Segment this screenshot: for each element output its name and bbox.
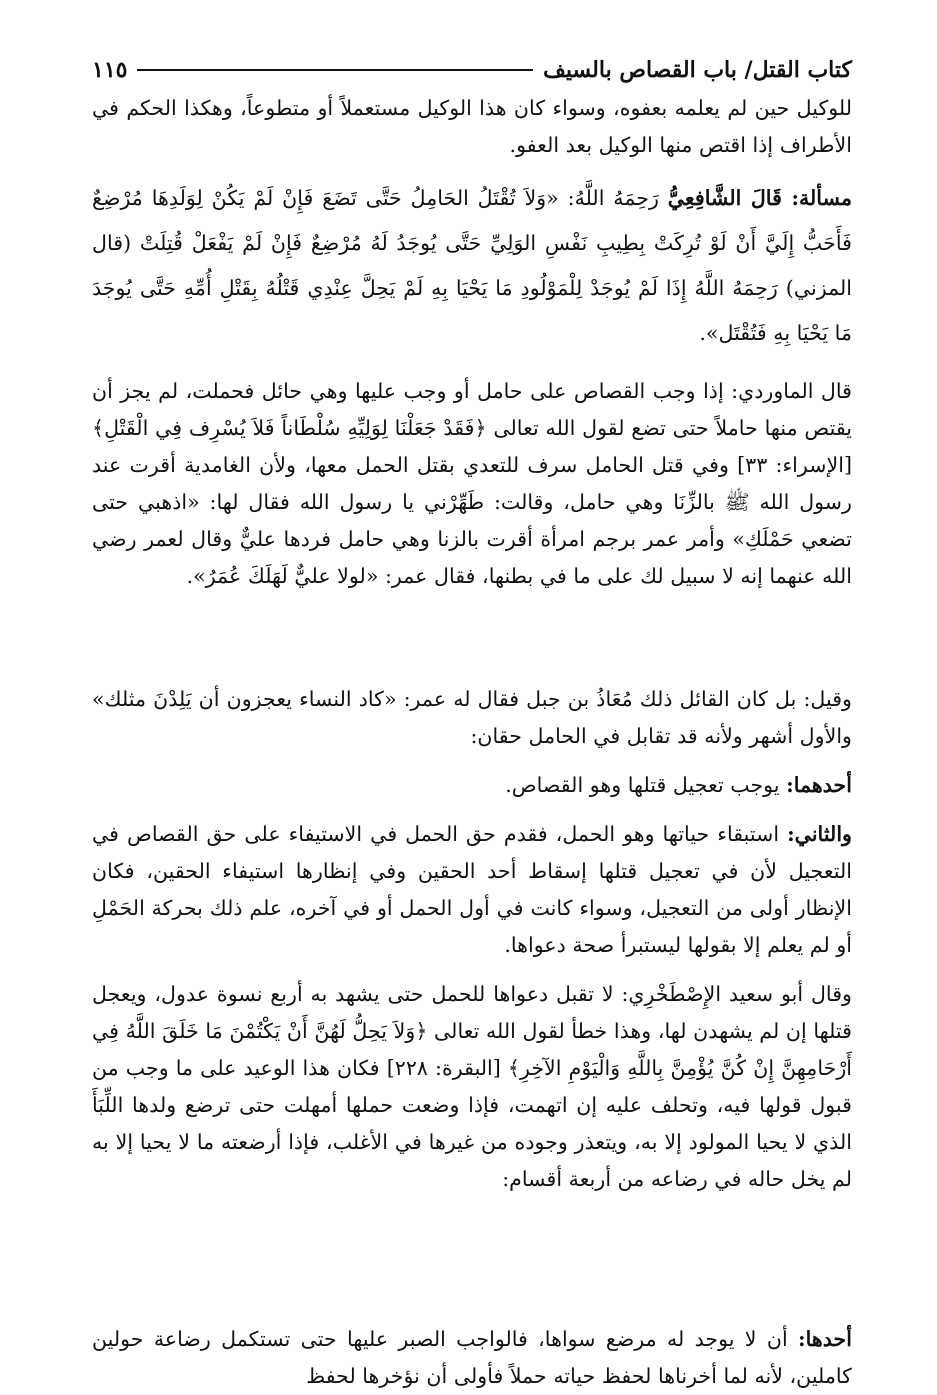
page-header xyxy=(92,50,852,90)
paragraph-lead: مسألة: قَالَ الشَّافِعِيُّ xyxy=(667,186,852,210)
paragraph-first-case xyxy=(92,1321,852,1395)
paragraph-text: أن لا يوجد له مرضع سواها، فالواجب الصبر عليها حتى تستكمل رضاعة حولين كاملين، لأنه لما أخرناها لحفظ حياته حملاً فأولى أن نؤخرها لحفظ xyxy=(92,1327,852,1388)
paragraph-istakhri xyxy=(92,976,852,1309)
document-page xyxy=(92,50,852,1395)
paragraph-gap xyxy=(92,164,852,176)
paragraph-text: قال الماوردي: إذا وجب القصاص على حامل أو وجب عليها وهي حائل فحملت، لم يجز أن يقتص منها حاملاً حتى تضع لقول الله تعالى ﴿فَقَدْ جَعَلْنَا لِوَلِيِّهِ سُلْطَاناً فَلاَ يُسْرِف فِي الْقَتْلِ﴾ [الإسراء: ٣٣] وفي قتل الحامل سرف للتعدي بقتل الحمل معها، ولأن الغامدية أقرت عند رسول الله ﷺ بالزِّنَا وهي حامل، وقالت: طَهِّرْني يا رسول الله فقال لها: «اذهبي حتى تضعي حَمْلَكِ» وأمر عمر برجم امرأة أقرت بالزنا وهي حامل فردها عليٌّ وقال لعمر رضي الله عنهما إنه لا سبيل لك على ما في بطنها، فقال عمر: «لولا عليٌّ لَهَلَكَ عُمَرُ». xyxy=(92,379,852,588)
header-rule xyxy=(137,69,533,71)
paragraph-gap xyxy=(92,1309,852,1321)
paragraph-gap xyxy=(92,755,852,767)
paragraph-gap xyxy=(92,804,852,816)
paragraph-gap xyxy=(92,669,852,681)
paragraph-qil xyxy=(92,681,852,755)
paragraph-mawardi xyxy=(92,373,852,669)
paragraph-text: وقيل: بل كان القائل ذلك مُعَاذُ بن جبل فقال له عمر: «كاد النساء يعجزون أن يَلِدْنَ مثلك» والأول أشهر ولأنه قد تقابل في الحامل حقان: xyxy=(92,687,852,748)
paragraph-masala xyxy=(92,176,852,361)
paragraph-text: رَحِمَهُ اللَّهُ: «وَلاَ تُقْتَلُ الحَامِلُ حَتَّى تَضَعَ فَإِنْ لَمْ يَكُنْ لِوَلَدِهَا مُرْضِعٌ فَأَحَبُّ إِلَيَّ أَنْ لَوْ تُرِكَتْ بِطِيبِ نَفْسِ الوَلِيِّ حَتَّى يُوجَدُ لَهُ مُرْضِعٌ فَإِنْ لَمْ يَفْعَلْ قُتِلَتْ (قال المزني) رَحِمَهُ اللَّهُ إِذَا لَمْ يُوجَدْ لِلْمَوْلُودِ مَا يَحْيَا بِهِ لَمْ يَحِلَّ عِنْدِي قَتْلُهُ بِقَتْلِ أُمِّهِ حَتَّى يُوجَدَ مَا يَحْيَا بِهِ فَتُقْتَل». xyxy=(92,186,852,345)
paragraph-gap xyxy=(92,964,852,976)
paragraph-text: وقال أبو سعيد الإِصْطَخْرِي: لا تقبل دعواها للحمل حتى يشهد به أربع نسوة عدول، ويعجل قتلها إن لم يشهدن لها، وهذا خطأ لقول الله تعالى ﴿وَلاَ يَحِلُّ لَهُنَّ أَنْ يَكْتُمْنَ مَا خَلَقَ اللَّهُ فِي أَرْحَامِهِنَّ إِنْ كُنَّ يُؤْمِنَّ بِاللَّهِ وَالْيَوْمِ الآخِرِ﴾ [البقرة: ٢٢٨] فكان هذا الوعيد على ما وجب من قبول قولها فيه، وتحلف عليه إن اتهمت، فإذا وضعت حملها أمهلت حتى ترضع ولدها اللِّبَأَ الذي لا يحيا المولود إلا به، ويتعذر وجوده من غيرها في الأغلب، فإذا أرضعته ما لا يحيا إلا به لم يخل حاله في رضاعه من أربعة أقسام: xyxy=(92,982,852,1191)
paragraph-continuation xyxy=(92,90,852,164)
paragraph-lead: أحدها: xyxy=(798,1327,852,1351)
paragraph-first xyxy=(92,767,852,804)
paragraph-lead: والثاني: xyxy=(787,822,852,846)
paragraph-text: استبقاء حياتها وهو الحمل، فقدم حق الحمل في الاستيفاء على حق القصاص في التعجيل لأن في تعجيل قتلها إسقاط أحد الحقين وفي إنظارها استيفاء الحقين، فكان الإنظار أولى من التعجيل، وسواء كانت في أول الحمل أو في آخره، علم ذلك بحركة الحَمْلِ أو لم يعلم إلا بقولها ليستبرأ صحة دعواها. xyxy=(92,822,852,957)
paragraph-lead: أحدهما: xyxy=(786,773,852,797)
paragraph-text: للوكيل حين لم يعلمه بعفوه، وسواء كان هذا الوكيل مستعملاً أو متطوعاً، وهكذا الحكم في الأطراف إذا اقتص منها الوكيل بعد العفو. xyxy=(92,96,852,157)
paragraph-gap xyxy=(92,361,852,373)
page-number: ١١٥ xyxy=(92,57,128,83)
chapter-title: كتاب القتل/ باب القصاص بالسيف xyxy=(543,57,852,83)
paragraph-second xyxy=(92,816,852,964)
paragraph-text: يوجب تعجيل قتلها وهو القصاص. xyxy=(505,773,780,797)
